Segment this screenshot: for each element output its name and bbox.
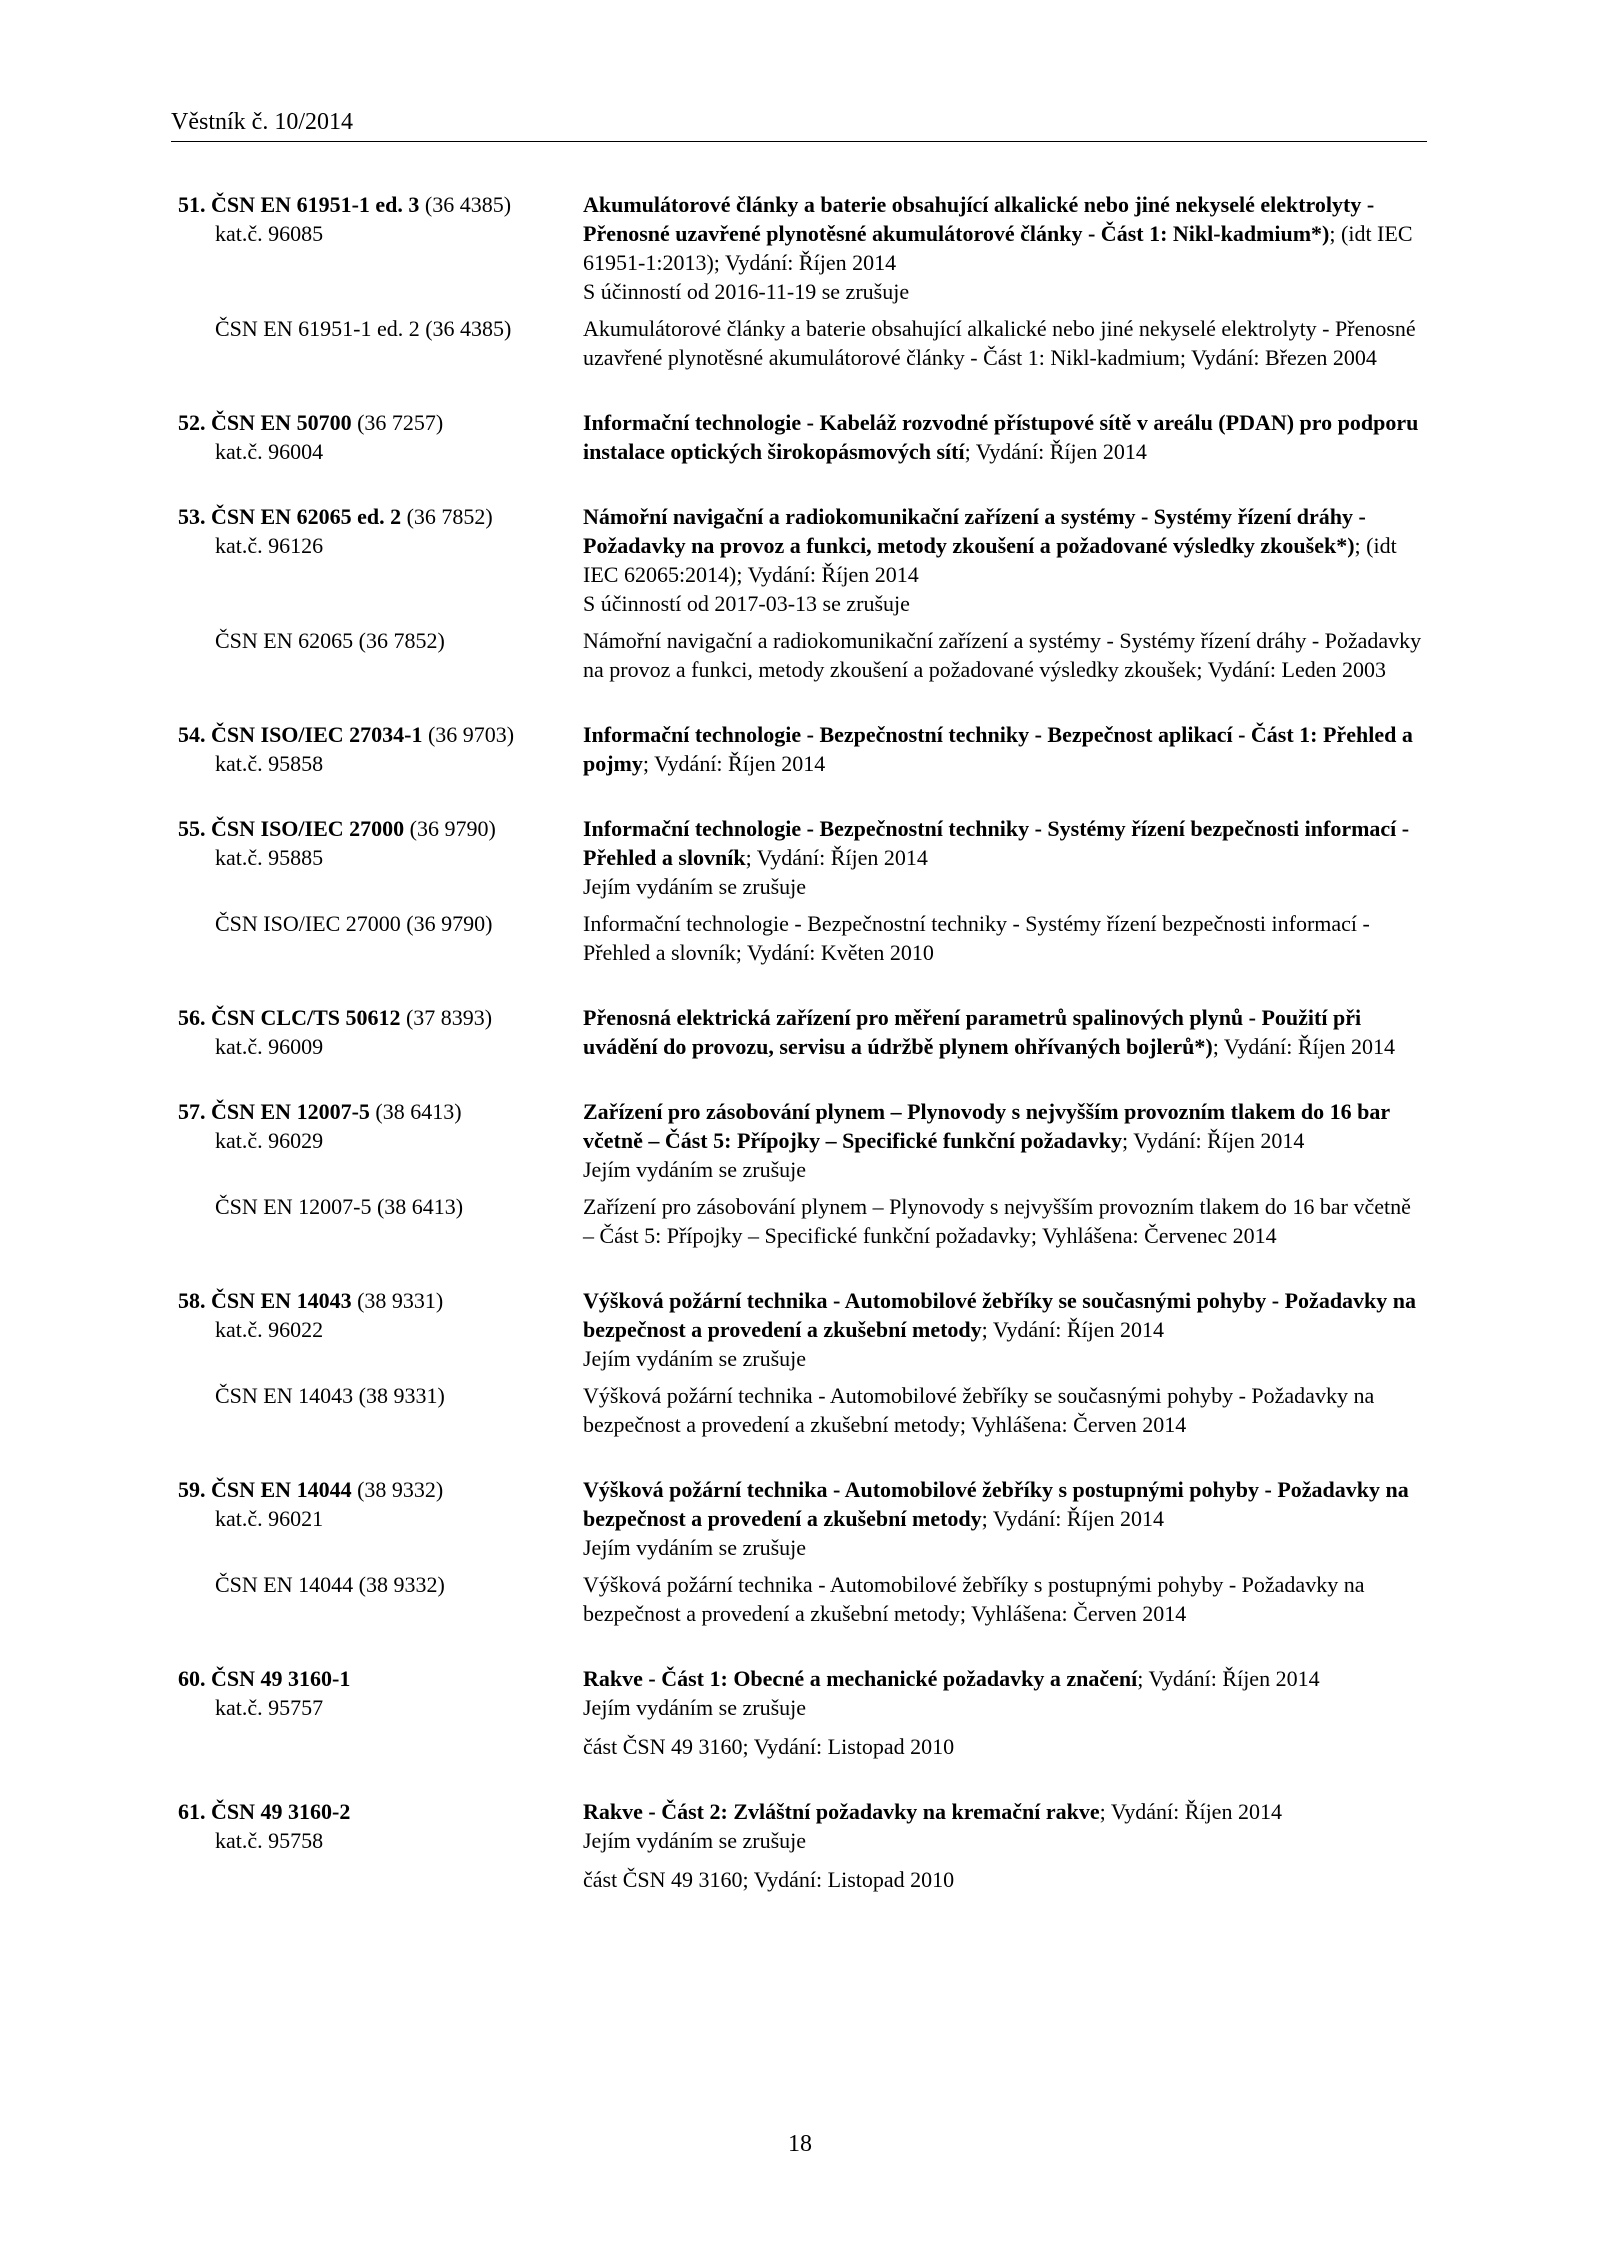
replaced-code: ČSN EN 62065 (36 7852) — [215, 628, 445, 653]
standard-title: Rakve - Část 2: Zvláštní požadavky na kremační rakve; Vydání: Říjen 2014 Jejím vydáním se zrušuje část ČSN 49 3160; Vydání: Listopad 2010 — [583, 1797, 1427, 1894]
note: Jejím vydáním se zrušuje — [583, 1828, 807, 1853]
replaced-part: část ČSN 49 3160; Vydání: Listopad 2010 — [583, 1734, 955, 1759]
standard-code: 61. ČSN 49 3160-2 kat.č. 95758 — [171, 1797, 583, 1894]
standard-code: 57. ČSN EN 12007-5 (38 6413) kat.č. 96029 — [171, 1097, 583, 1184]
standard-title: Přenosná elektrická zařízení pro měření parametrů spalinových plynů - Použití při uvádění do provozu, servisu a údržbě plynem ohřívaných bojlerů*); Vydání: Říjen 2014 — [583, 1005, 1396, 1059]
standard-title: Rakve - Část 1: Obecné a mechanické požadavky a značení; Vydání: Říjen 2014 Jejím vydáním se zrušuje část ČSN 49 3160; Vydání: Listopad 2010 — [583, 1664, 1427, 1761]
catalog-number: kat.č. 96029 — [215, 1128, 324, 1153]
replaced-code: ČSN EN 12007-5 (38 6413) — [215, 1194, 464, 1219]
list-item — [171, 1003, 1427, 1061]
list-item — [171, 190, 1427, 372]
replaced-code: ČSN ISO/IEC 27000 (36 9790) — [215, 911, 493, 936]
standard-code: 54. ČSN ISO/IEC 27034-1 (36 9703) kat.č. 95858 — [171, 720, 583, 778]
page-number: 18 — [788, 2131, 812, 2157]
list-item — [171, 1664, 1427, 1761]
page-header: Věstník č. 10/2014 — [171, 108, 1427, 142]
replaced-title: Informační technologie - Bezpečnostní techniky - Systémy řízení bezpečnosti informací - Přehled a slovník; Vydání: Květen 2010 — [583, 911, 1370, 965]
standard-code: 56. ČSN CLC/TS 50612 (37 8393) kat.č. 96009 — [171, 1003, 583, 1061]
standard-title: Informační technologie - Kabeláž rozvodné přístupové sítě v areálu (PDAN) pro podporu instalace optických širokopásmových sítí; Vydání: Říjen 2014 — [583, 410, 1419, 464]
catalog-number: kat.č. 96085 — [215, 221, 324, 246]
standard-title: Námořní navigační a radiokomunikační zařízení a systémy - Systémy řízení dráhy - Požadavky na provoz a funkci, metody zkoušení a požadované výsledky zkoušek*); (idt IEC 62065:2014); Vydání: Říjen 2014 S účinností od 2017-03-13 se zrušuje — [583, 502, 1427, 618]
replaced-code: ČSN EN 61951-1 ed. 2 (36 4385) — [215, 316, 512, 341]
catalog-number: kat.č. 95757 — [215, 1695, 324, 1720]
note: S účinností od 2016-11-19 se zrušuje — [583, 279, 910, 304]
catalog-number: kat.č. 96022 — [215, 1317, 324, 1342]
standard-code: 60. ČSN 49 3160-1 kat.č. 95757 — [171, 1664, 583, 1761]
note: Jejím vydáním se zrušuje — [583, 1535, 807, 1560]
replaced-title: Zařízení pro zásobování plynem – Plynovody s nejvyšším provozním tlakem do 16 bar včetně – Část 5: Přípojky – Specifické funkční požadavky; Vyhlášena: Červenec 2014 — [583, 1194, 1411, 1248]
catalog-number: kat.č. 96004 — [215, 439, 324, 464]
catalog-number: kat.č. 95858 — [215, 751, 324, 776]
list-item — [171, 720, 1427, 778]
standard-code: 59. ČSN EN 14044 (38 9332) kat.č. 96021 — [171, 1475, 583, 1562]
standard-title: Informační technologie - Bezpečnostní techniky - Systémy řízení bezpečnosti informací - Přehled a slovník; Vydání: Říjen 2014 Jejím vydáním se zrušuje — [583, 814, 1427, 901]
list-item — [171, 408, 1427, 466]
standard-code: 51. ČSN EN 61951-1 ed. 3 (36 4385) kat.č. 96085 — [171, 190, 583, 306]
note: S účinností od 2017-03-13 se zrušuje — [583, 591, 910, 616]
standards-list — [171, 190, 1427, 1930]
standard-title: Výšková požární technika - Automobilové žebříky se současnými pohyby - Požadavky na bezpečnost a provedení a zkušební metody; Vydání: Říjen 2014 Jejím vydáním se zrušuje — [583, 1286, 1427, 1373]
replaced-part: část ČSN 49 3160; Vydání: Listopad 2010 — [583, 1867, 955, 1892]
note: Jejím vydáním se zrušuje — [583, 1695, 807, 1720]
list-item — [171, 1097, 1427, 1250]
note: Jejím vydáním se zrušuje — [583, 874, 807, 899]
list-item — [171, 1797, 1427, 1894]
replaced-code: ČSN EN 14044 (38 9332) — [215, 1572, 445, 1597]
list-item — [171, 502, 1427, 684]
replaced-code: ČSN EN 14043 (38 9331) — [215, 1383, 445, 1408]
standard-title: Informační technologie - Bezpečnostní techniky - Bezpečnost aplikací - Část 1: Přehled a pojmy; Vydání: Říjen 2014 — [583, 722, 1413, 776]
replaced-title: Výšková požární technika - Automobilové žebříky s postupnými pohyby - Požadavky na bezpečnost a provedení a zkušební metody; Vyhlášena: Červen 2014 — [583, 1572, 1365, 1626]
standard-code: 52. ČSN EN 50700 (36 7257) kat.č. 96004 — [171, 408, 583, 466]
replaced-title: Akumulátorové články a baterie obsahující alkalické nebo jiné nekyselé elektrolyty - Přenosné uzavřené plynotěsné akumulátorové články - Část 1: Nikl-kadmium; Vydání: Březen 2004 — [583, 316, 1416, 370]
standard-title: Zařízení pro zásobování plynem – Plynovody s nejvyšším provozním tlakem do 16 bar včetně – Část 5: Přípojky – Specifické funkční požadavky; Vydání: Říjen 2014 Jejím vydáním se zrušuje — [583, 1097, 1427, 1184]
standard-code: 53. ČSN EN 62065 ed. 2 (36 7852) kat.č. 96126 — [171, 502, 583, 618]
standard-code: 58. ČSN EN 14043 (38 9331) kat.č. 96022 — [171, 1286, 583, 1373]
standard-title: Akumulátorové články a baterie obsahující alkalické nebo jiné nekyselé elektrolyty - Přenosné uzavřené plynotěsné akumulátorové články - Část 1: Nikl-kadmium*); (idt IEC 61951-1:2013); Vydání: Říjen 2014 S účinností od 2016-11-19 se zrušuje — [583, 190, 1427, 306]
list-item — [171, 1475, 1427, 1628]
catalog-number: kat.č. 95885 — [215, 845, 324, 870]
standard-code: 55. ČSN ISO/IEC 27000 (36 9790) kat.č. 95885 — [171, 814, 583, 901]
catalog-number: kat.č. 96126 — [215, 533, 324, 558]
list-item — [171, 814, 1427, 967]
catalog-number: kat.č. 95758 — [215, 1828, 324, 1853]
standard-title: Výšková požární technika - Automobilové žebříky s postupnými pohyby - Požadavky na bezpečnost a provedení a zkušební metody; Vydání: Říjen 2014 Jejím vydáním se zrušuje — [583, 1475, 1427, 1562]
replaced-title: Námořní navigační a radiokomunikační zařízení a systémy - Systémy řízení dráhy - Požadavky na provoz a funkci, metody zkoušení a požadované výsledky zkoušek; Vydání: Leden 2003 — [583, 628, 1422, 682]
list-item — [171, 1286, 1427, 1439]
catalog-number: kat.č. 96021 — [215, 1506, 324, 1531]
note: Jejím vydáním se zrušuje — [583, 1346, 807, 1371]
replaced-title: Výšková požární technika - Automobilové žebříky se současnými pohyby - Požadavky na bezpečnost a provedení a zkušební metody; Vyhlášena: Červen 2014 — [583, 1383, 1375, 1437]
note: Jejím vydáním se zrušuje — [583, 1157, 807, 1182]
catalog-number: kat.č. 96009 — [215, 1034, 324, 1059]
